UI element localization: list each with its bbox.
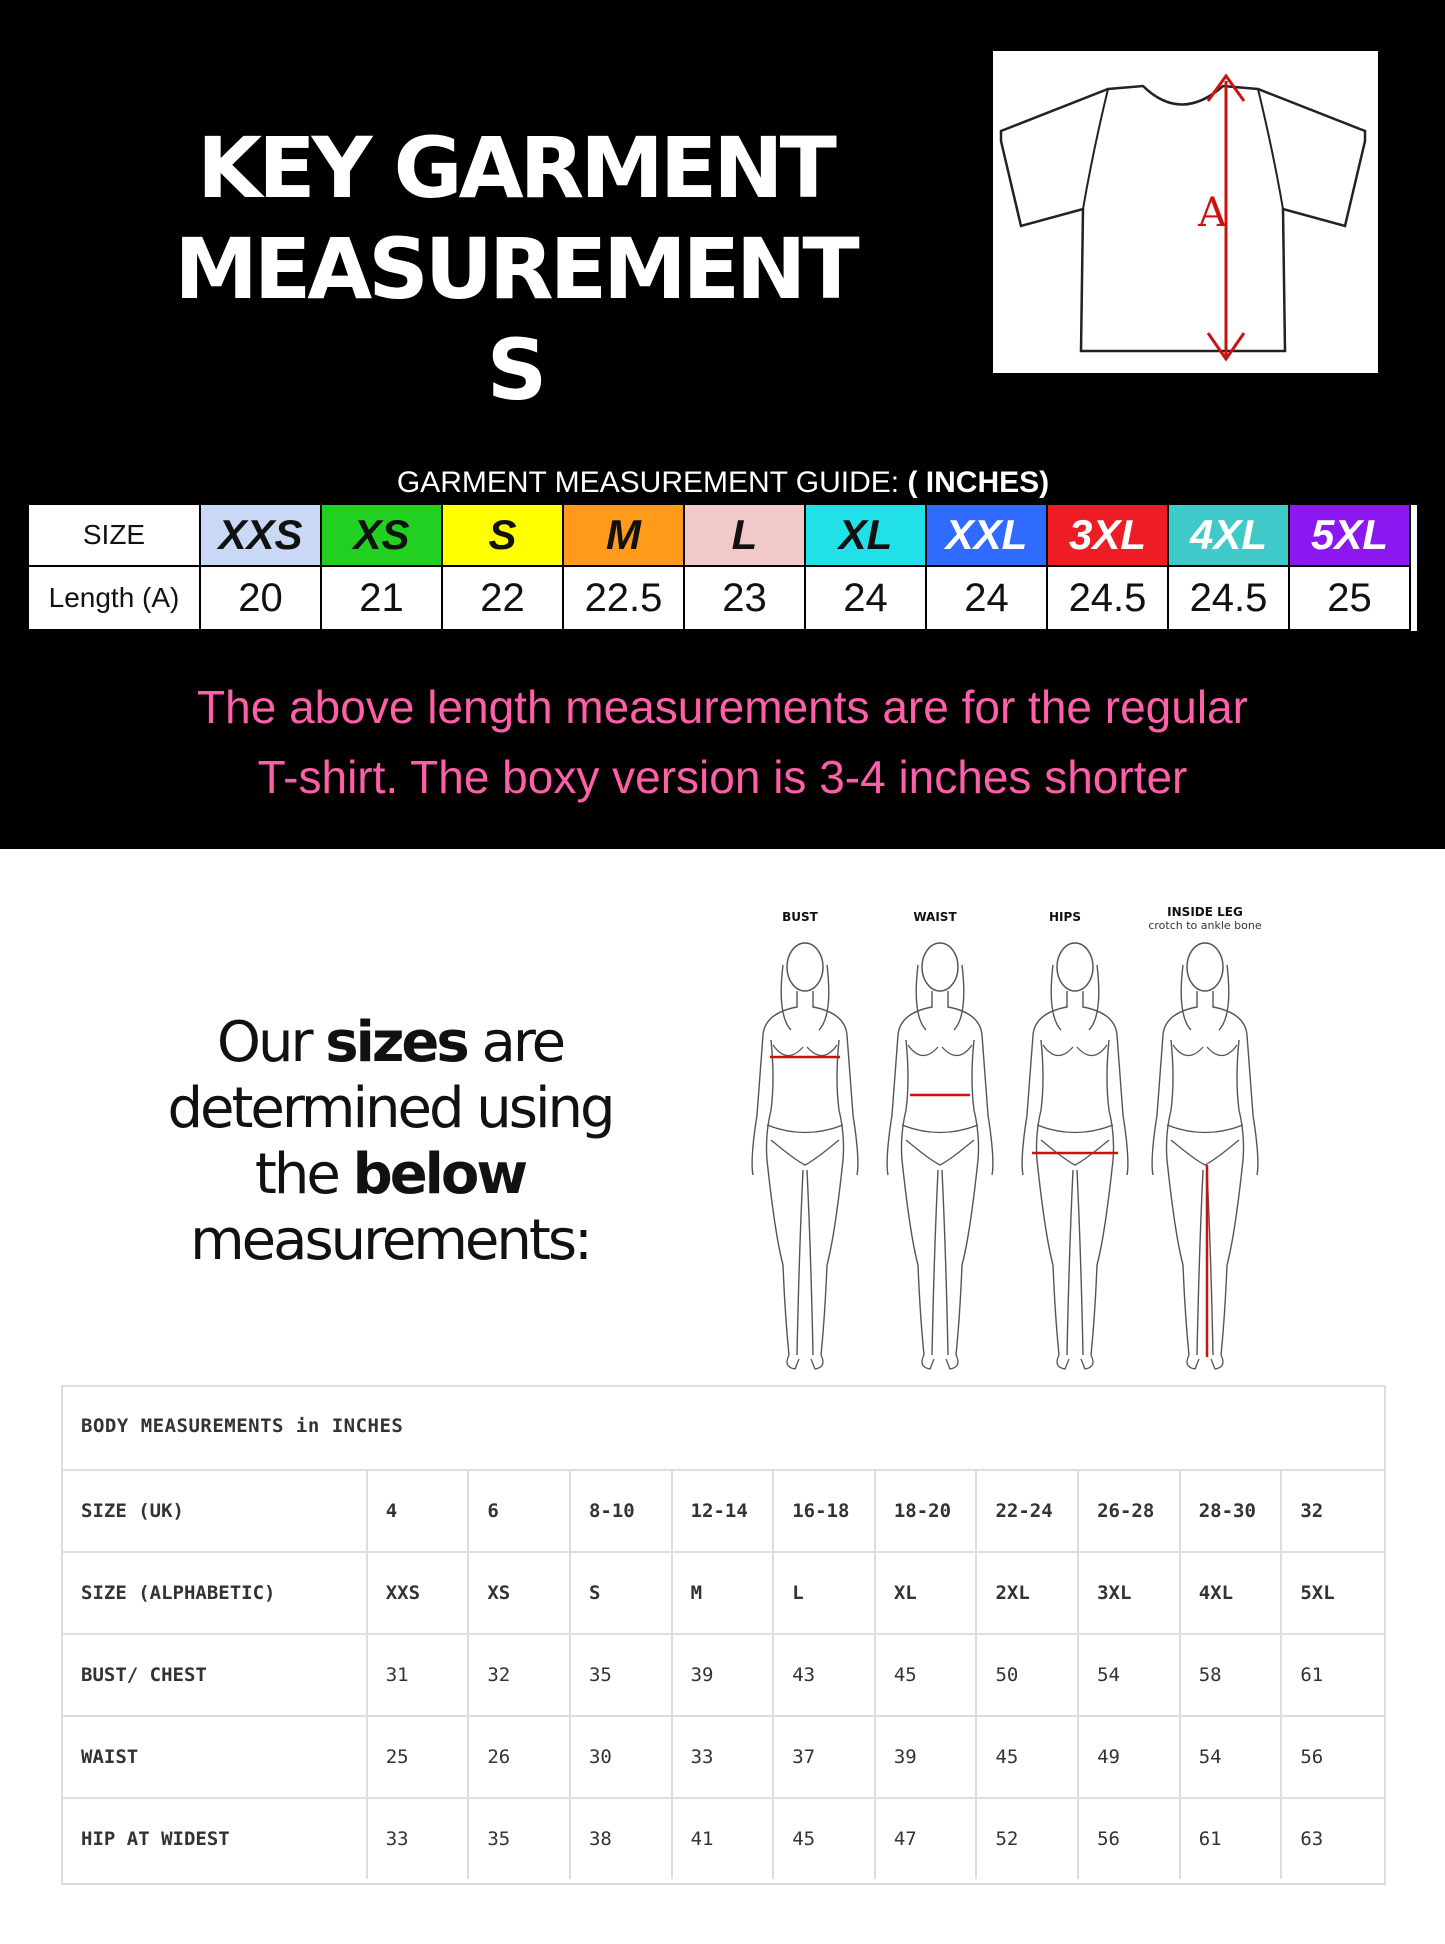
size-cell: 4XL — [1169, 505, 1290, 567]
body-figures — [730, 895, 1270, 1395]
table-cell: 56 — [1300, 1746, 1324, 1768]
length-cell: 24 — [927, 567, 1048, 631]
table-cell: 35 — [571, 1635, 673, 1715]
table-cell: 28-30 — [1181, 1471, 1283, 1551]
title-line-2: MEASUREMENT S — [174, 220, 856, 419]
length-cell: 24 — [806, 567, 927, 631]
intro-text-1: Our — [216, 1010, 326, 1075]
table-cell: 22-24 — [977, 1471, 1079, 1551]
figures-drawing — [730, 935, 1270, 1415]
table-cell: 41 — [673, 1799, 775, 1879]
intro-text-3: measurements: — [190, 1208, 590, 1273]
table-cell: 32 — [1300, 1500, 1324, 1522]
table-cell: 61 — [1181, 1799, 1283, 1879]
note-line-2: T-shirt. The boxy version is 3-4 inches shorter — [257, 751, 1188, 803]
tshirt-icon — [993, 51, 1378, 373]
table-cell: 39 — [876, 1717, 978, 1797]
table-cell: 58 — [1181, 1635, 1283, 1715]
bust-label: BUST — [782, 910, 818, 924]
row-label: BUST/ CHEST — [63, 1635, 368, 1715]
table-cell: XXS — [368, 1553, 470, 1633]
table-row — [63, 1469, 1384, 1551]
waist-label: WAIST — [913, 910, 957, 924]
table-cell: 12-14 — [673, 1471, 775, 1551]
size-cell: XXL — [927, 505, 1048, 567]
sizes-intro-text — [160, 1010, 620, 1274]
table-cell: 33 — [368, 1799, 470, 1879]
length-cell: 22.5 — [564, 567, 685, 631]
length-row — [29, 567, 1417, 631]
table-cell: 43 — [774, 1635, 876, 1715]
table-cell: 54 — [1079, 1635, 1181, 1715]
size-cell: XXS — [201, 505, 322, 567]
table-cell: 26-28 — [1079, 1471, 1181, 1551]
row-label: WAIST — [63, 1717, 368, 1797]
table-cell: 35 — [469, 1799, 571, 1879]
guide-unit: ( INCHES) — [907, 466, 1050, 499]
table-cell: 61 — [1300, 1664, 1324, 1686]
page-title — [150, 118, 880, 421]
length-header: Length (A) — [29, 567, 201, 631]
size-cell: M — [564, 505, 685, 567]
table-cell: 30 — [571, 1717, 673, 1797]
table-cell: XL — [876, 1553, 978, 1633]
size-cell: 3XL — [1048, 505, 1169, 567]
table-cell: 31 — [368, 1635, 470, 1715]
length-cell: 24.5 — [1048, 567, 1169, 631]
body-measurements-table — [61, 1385, 1386, 1885]
table-row — [63, 1797, 1384, 1879]
size-cell: L — [685, 505, 806, 567]
row-label: HIP AT WIDEST — [63, 1799, 368, 1879]
table-cell: 33 — [673, 1717, 775, 1797]
table-cell: 54 — [1181, 1717, 1283, 1797]
note-line-1: The above length measurements are for the regular — [197, 681, 1248, 733]
table-cell: 25 — [368, 1717, 470, 1797]
guide-heading-text: GARMENT MEASUREMENT GUIDE: — [396, 466, 900, 499]
length-cell: 21 — [322, 567, 443, 631]
body-table-title: BODY MEASUREMENTS in INCHES — [81, 1415, 404, 1437]
intro-bold-sizes: sizes — [325, 1010, 467, 1075]
table-cell: 32 — [469, 1635, 571, 1715]
intro-text-2: are determined using the — [167, 1010, 613, 1207]
table-cell: 50 — [977, 1635, 1079, 1715]
boxy-note — [60, 672, 1385, 812]
table-cell: 6 — [469, 1471, 571, 1551]
inside-leg-sub: crotch to ankle bone — [1148, 919, 1262, 932]
tshirt-diagram — [993, 51, 1378, 373]
guide-heading — [29, 455, 1417, 505]
table-cell: 2XL — [977, 1553, 1079, 1633]
size-cell: S — [443, 505, 564, 567]
table-cell: 18-20 — [876, 1471, 978, 1551]
length-cell: 24.5 — [1169, 567, 1290, 631]
table-cell: 63 — [1300, 1828, 1324, 1850]
row-label: SIZE (UK) — [63, 1471, 368, 1551]
table-cell: 49 — [1079, 1717, 1181, 1797]
length-a-label: A — [1198, 190, 1227, 236]
table-cell: 5XL — [1300, 1582, 1335, 1604]
table-cell: 45 — [977, 1717, 1079, 1797]
table-cell: S — [571, 1553, 673, 1633]
table-cell: 37 — [774, 1717, 876, 1797]
table-cell: L — [774, 1553, 876, 1633]
size-cell: XS — [322, 505, 443, 567]
length-cell: 22 — [443, 567, 564, 631]
table-cell: 26 — [469, 1717, 571, 1797]
hips-label: HIPS — [1049, 910, 1081, 924]
header-panel — [0, 0, 1445, 849]
table-cell: 39 — [673, 1635, 775, 1715]
table-cell: XS — [469, 1553, 571, 1633]
length-cell: 23 — [685, 567, 806, 631]
table-cell: 47 — [876, 1799, 978, 1879]
table-cell: 45 — [774, 1799, 876, 1879]
table-row — [63, 1633, 1384, 1715]
size-cell: 5XL — [1290, 505, 1411, 567]
table-cell: 3XL — [1079, 1553, 1181, 1633]
table-cell: M — [673, 1553, 775, 1633]
table-cell: 4XL — [1181, 1553, 1283, 1633]
size-row — [29, 505, 1417, 567]
table-cell: 4 — [368, 1471, 470, 1551]
size-cell: XL — [806, 505, 927, 567]
table-row — [63, 1715, 1384, 1797]
length-cell: 25 — [1290, 567, 1411, 631]
length-cell: 20 — [201, 567, 322, 631]
size-header: SIZE — [29, 505, 201, 567]
table-row — [63, 1551, 1384, 1633]
table-cell: 52 — [977, 1799, 1079, 1879]
table-cell: 8-10 — [571, 1471, 673, 1551]
title-line-1: KEY GARMENT — [197, 119, 833, 217]
garment-guide-table — [26, 452, 1420, 634]
inside-leg-label: INSIDE LEG — [1167, 905, 1243, 919]
table-cell: 45 — [876, 1635, 978, 1715]
table-cell: 38 — [571, 1799, 673, 1879]
row-label: SIZE (ALPHABETIC) — [63, 1553, 368, 1633]
table-cell: 56 — [1079, 1799, 1181, 1879]
table-cell: 16-18 — [774, 1471, 876, 1551]
intro-bold-below: below — [352, 1142, 526, 1207]
